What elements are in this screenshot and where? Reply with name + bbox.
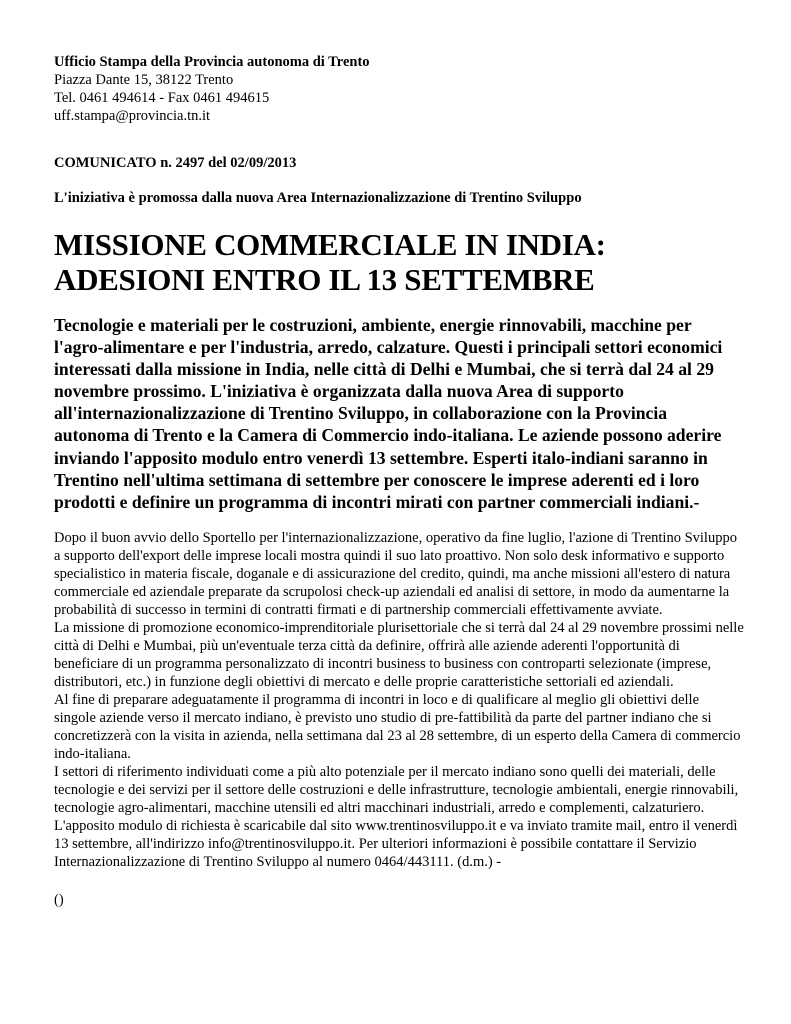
body-paragraph: I settori di riferimento individuati come a più alto potenziale per il mercato indiano sono quelli dei materiali, delle tecnologie e dei servizi per il settore delle costruzioni e delle infrastrutture, tecnologie ambientali, energie rinnovabili, tecnologie agro-alimentari, macchine utensili ed altri macchinari industriali, arredo e complementi, calzaturiero. xyxy=(54,763,739,816)
office-phone: Tel. 0461 494614 - Fax 0461 494615 xyxy=(54,90,270,106)
title-line-2: ADESIONI ENTRO IL 13 SETTEMBRE xyxy=(54,262,595,297)
body-paragraph: Dopo il buon avvio dello Sportello per l'internazionalizzazione, operativo da fine luglio, l'azione di Trentino Sviluppo a supporto dell'export delle imprese locali mostra quindi il suo lato proattivo. Non solo desk informativo e supporto specialistico in materia fiscale, doganale e di assicurazione del credito, quindi, ma anche missioni all'estero di natura commerciale ed aziendale preparate da scrupolosi check-up aziendali ed analisi di settore, in modo da aumentarne la probabilità di successo in termini di contratti firmati e di partnership commerciali effettivamente avviate. xyxy=(54,529,737,618)
office-email: uff.stampa@provincia.tn.it xyxy=(54,108,211,124)
body-paragraph: Al fine di preparare adeguatamente il programma di incontri in loco e di qualificare al meglio gli obiettivi delle singole aziende verso il mercato indiano, è previsto uno studio di pre-fattibilità da parte del partner indiano che si concretizzerà con la visita in azienda, nella settimana dal 23 al 28 settembre, di un esperto della Camera di commercio indo-italiana. xyxy=(54,691,741,762)
body-paragraph: La missione di promozione economico-imprenditoriale plurisettoriale che si terrà dal 24 al 29 novembre prossimi nelle città di Delhi e Mumbai, più un'eventuale terza città da definire, offrirà alle aziende aderenti l'opportunità di beneficiare di un programma personalizzato di incontri business to business con controparti selezionate (imprese, distributori, etc.) in funzione degli obiettivi di mercato e delle proprie caratteristiche settoriali ed aziendali. xyxy=(54,619,744,690)
body-paragraph: L'apposito modulo di richiesta è scaricabile dal sito www.trentinosviluppo.it e va inviato tramite mail, entro il venerdì 13 settembre, all'indirizzo info@trentinosviluppo.it. Per ulteriori informazioni è possibile contattare il Servizio Internazionalizzazione di Trentino Sviluppo al numero 0464/443111. (d.m.) - xyxy=(54,817,738,870)
body-text xyxy=(54,529,744,871)
title-line-1: MISSIONE COMMERCIALE IN INDIA: xyxy=(54,227,606,262)
press-release-page xyxy=(54,53,754,909)
office-name: Ufficio Stampa della Provincia autonoma di Trento xyxy=(54,54,370,70)
comunicato-number: COMUNICATO n. 2497 del 02/09/2013 xyxy=(54,155,297,171)
release-subtitle: L'iniziativa è promossa dalla nuova Area Internazionalizzazione di Trentino Sviluppo xyxy=(54,190,582,206)
lead-paragraph: Tecnologie e materiali per le costruzioni, ambiente, energie rinnovabili, macchine per l'agro-alimentare e per l'industria, arredo, calzature. Questi i principali settori economici interessati dalla missione in India, nelle città di Delhi e Mumbai, che si terrà dal 24 al 29 novembre prossimo. L'iniziativa è organizzata dalla nuova Area di supporto all'internazionalizzazione di Trentino Sviluppo, in collaborazione con la Provincia autonoma di Trento e la Camera di Commercio indo-italiana. Le aziende possono aderire inviando l'apposito modulo entro venerdì 13 settembre. Esperti italo-indiani saranno in Trentino nell'ultima settimana di settembre per conoscere le imprese aderenti ed i loro prodotti e definire un programma di incontri mirati con partner commerciali indiani.- xyxy=(54,315,723,512)
office-address: Piazza Dante 15, 38122 Trento xyxy=(54,72,234,88)
footer-mark: () xyxy=(54,891,64,908)
office-header xyxy=(54,53,754,125)
page-title xyxy=(54,227,754,297)
